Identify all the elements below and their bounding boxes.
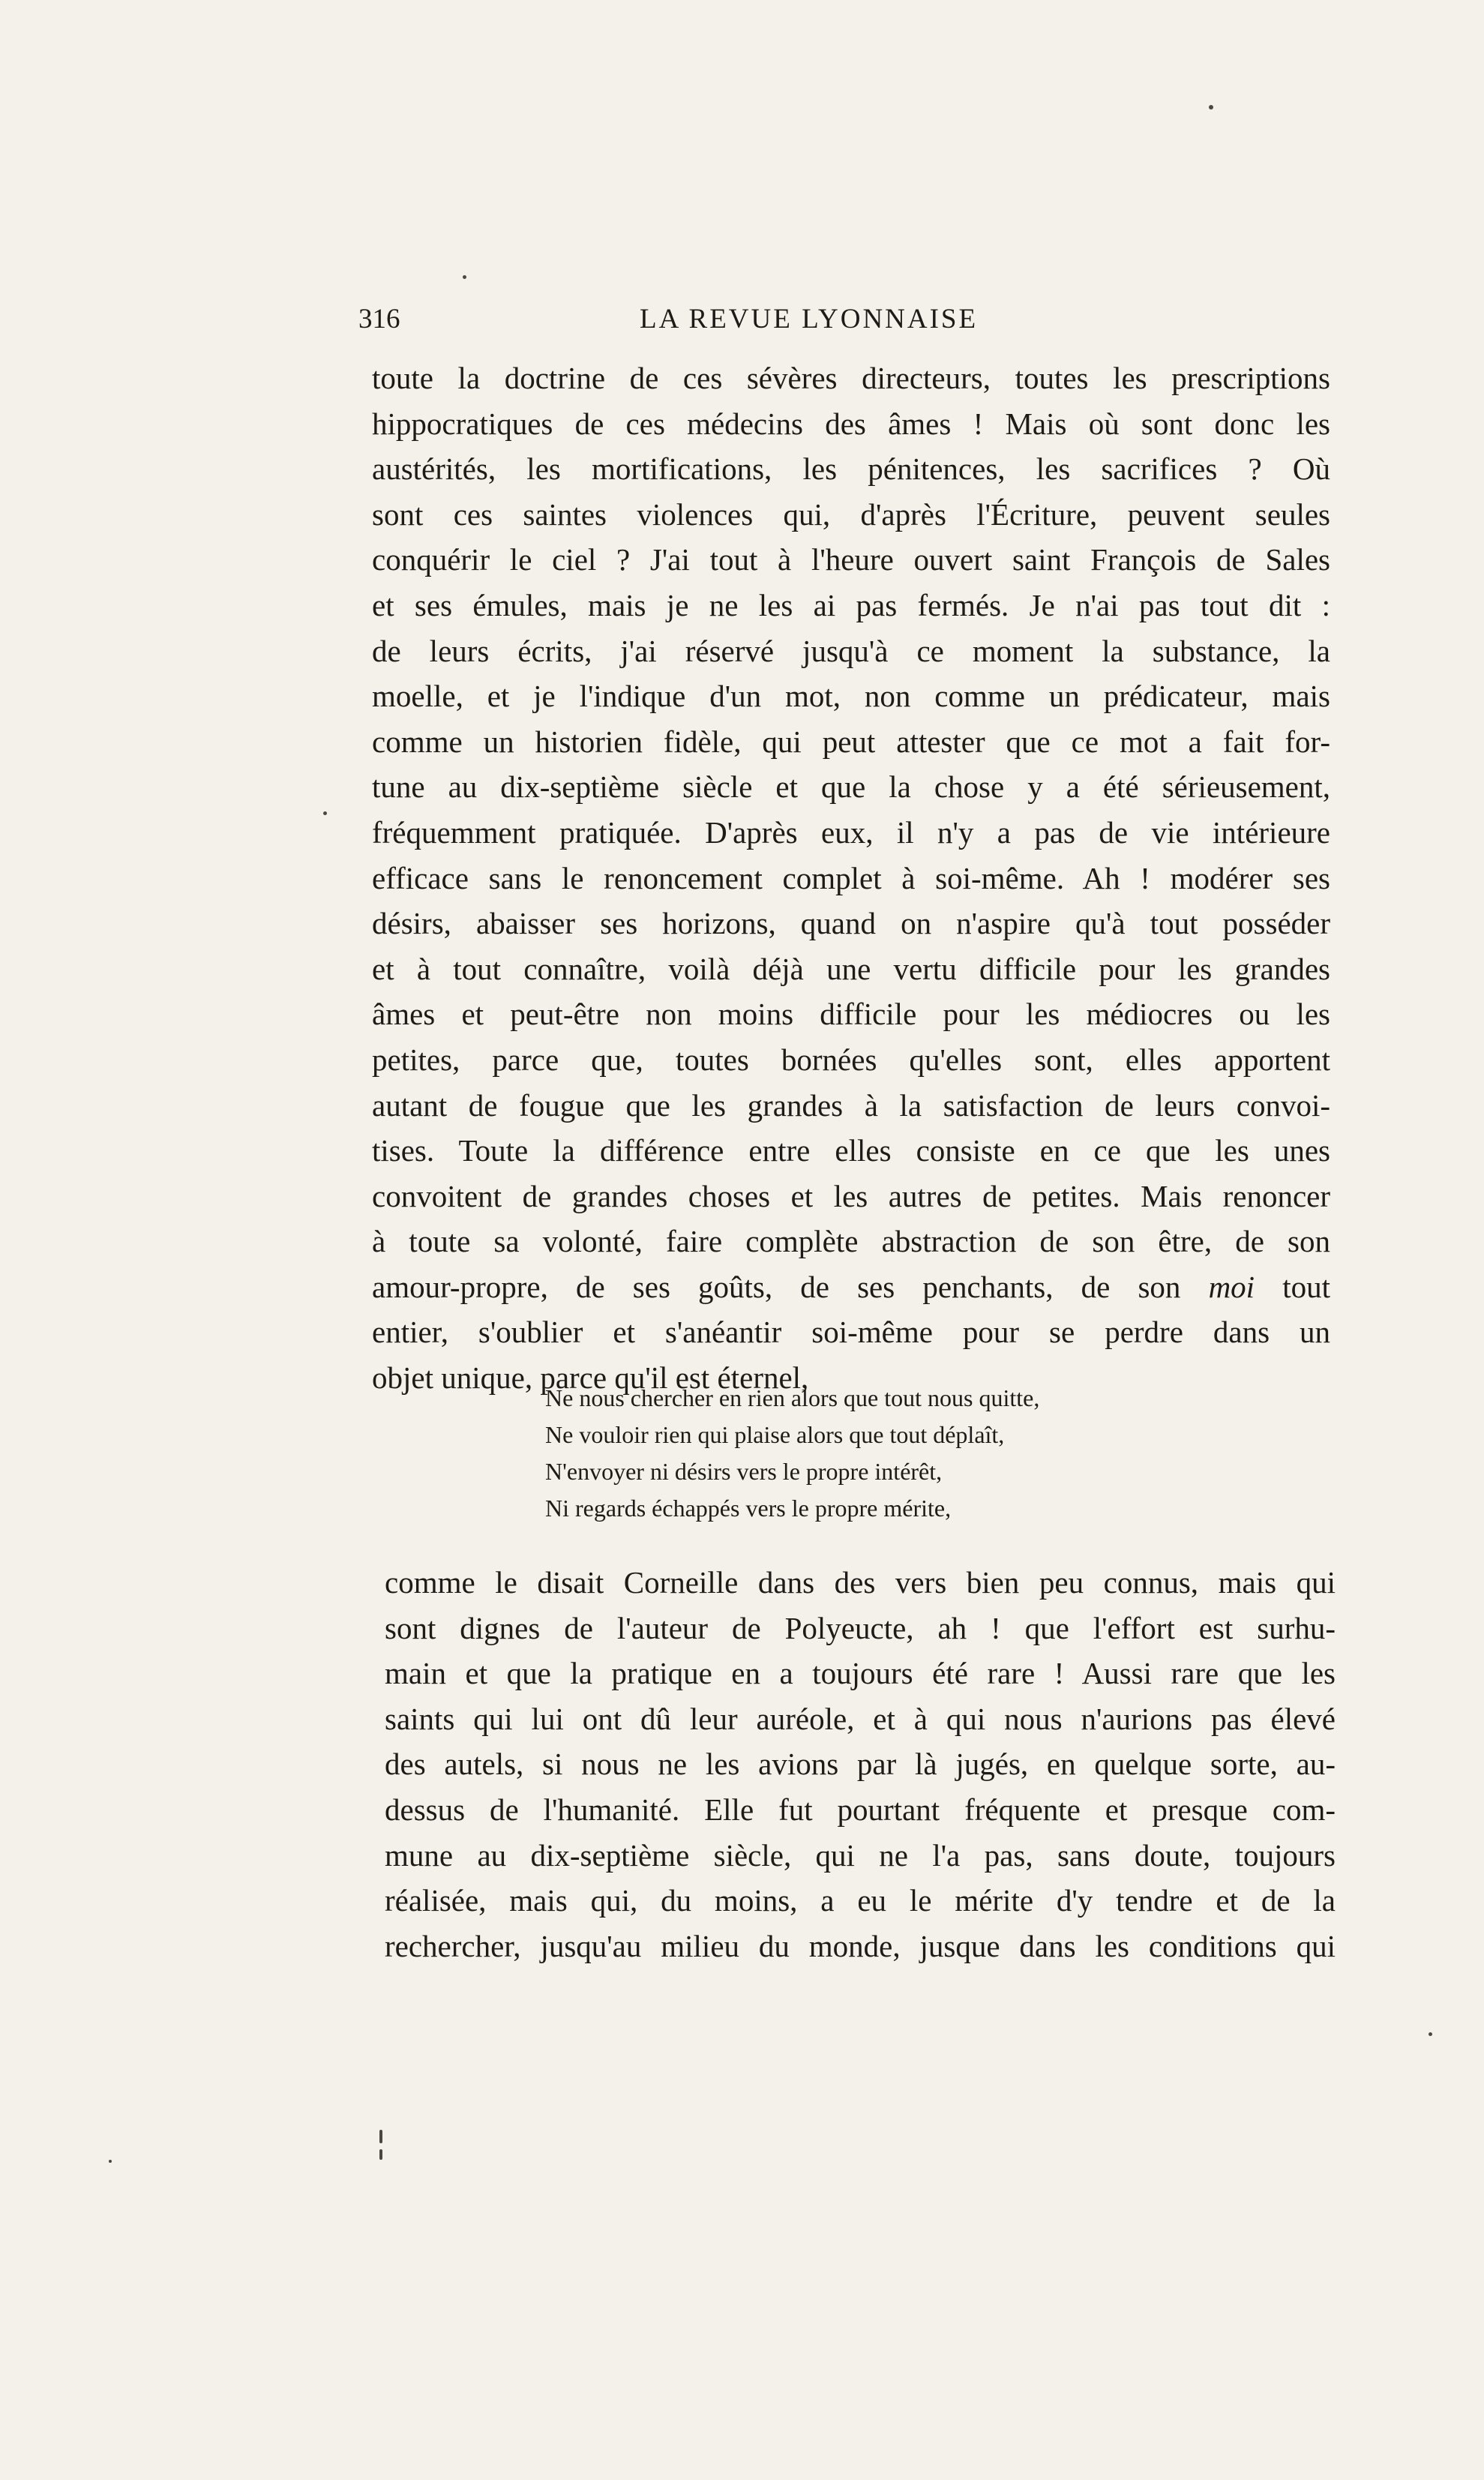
verse-line: Ne nous chercher en rien alors que tout nous quitte, xyxy=(545,1384,1040,1411)
verse-line: Ni regards échappés vers le propre mérite, xyxy=(545,1495,952,1522)
scan-speck xyxy=(379,2149,382,2160)
text-line: objet unique, parce qu'il est éternel, xyxy=(372,1360,809,1396)
text-line-with-italic xyxy=(372,1264,1330,1310)
text-line: mune au dix-septième siècle, qui ne l'a pas, sans doute, toujours xyxy=(385,1837,1336,1873)
text-line: et ses émules, mais je ne les ai pas fermés. Je n'ai pas tout dit : xyxy=(372,587,1330,622)
scan-speck xyxy=(1209,105,1213,109)
page-header xyxy=(358,303,1333,348)
verse-quotation xyxy=(545,1380,1220,1527)
text-line: austérités, les mortifications, les pénitences, les sacrifices ? Où xyxy=(372,451,1330,487)
italic-word: moi xyxy=(1208,1269,1255,1304)
text-line: âmes et peut-être non moins difficile pour les médiocres ou les xyxy=(372,997,1330,1032)
text-line: désirs, abaisser ses horizons, quand on n'aspire qu'à tout posséder xyxy=(372,906,1330,941)
scan-speck xyxy=(1429,2032,1432,2036)
text-line: sont ces saintes violences qui, d'après l'Écriture, peuvent seules xyxy=(372,496,1330,532)
text-line: sont dignes de l'auteur de Polyeucte, ah ! que l'effort est surhu- xyxy=(385,1610,1336,1645)
scan-speck xyxy=(463,275,466,279)
text-line: petites, parce que, toutes bornées qu'elles sont, elles apportent xyxy=(372,1042,1330,1077)
text-line: hippocratiques de ces médecins des âmes ! Mais où sont donc les xyxy=(372,406,1330,441)
text-line: moelle, et je l'indique d'un mot, non comme un prédicateur, mais xyxy=(372,679,1330,714)
scan-speck xyxy=(323,811,327,815)
text-line: toute la doctrine de ces sévères directeurs, toutes les prescriptions xyxy=(372,361,1330,395)
verse-line: Ne vouloir rien qui plaise alors que tout déplaît, xyxy=(545,1421,1005,1448)
text-line: et à tout connaître, voilà déjà une vertu difficile pour les grandes xyxy=(372,951,1330,986)
text-line: efficace sans le renoncement complet à soi-même. Ah ! modérer ses xyxy=(372,860,1330,895)
running-title: LA REVUE LYONNAISE xyxy=(640,304,979,334)
text-line: convoitent de grandes choses et les autres de petites. Mais renoncer xyxy=(372,1178,1330,1213)
text-segment: tout xyxy=(1282,1269,1331,1304)
scan-speck xyxy=(109,2160,112,2163)
text-line: conquérir le ciel ? J'ai tout à l'heure ouvert saint François de Sales xyxy=(372,542,1330,577)
text-line: main et que la pratique en a toujours été rare ! Aussi rare que les xyxy=(385,1656,1336,1691)
text-line: comme un historien fidèle, qui peut attester que ce mot a fait for- xyxy=(372,724,1330,759)
verse-line: N'envoyer ni désirs vers le propre intérêt, xyxy=(545,1458,943,1485)
paragraph-before-verse xyxy=(372,355,1330,1401)
text-line: entier, s'oublier et s'anéantir soi-même pour se perdre dans un xyxy=(372,1315,1330,1350)
text-line: réalisée, mais qui, du moins, a eu le mérite d'y tendre et de la xyxy=(385,1883,1336,1918)
text-line: des autels, si nous ne les avions par là jugés, en quelque sorte, au- xyxy=(385,1747,1336,1782)
text-line: autant de fougue que les grandes à la satisfaction de leurs convoi- xyxy=(372,1087,1330,1123)
text-line: à toute sa volonté, faire complète abstraction de son être, de son xyxy=(372,1224,1330,1259)
paragraph-after-verse xyxy=(385,1560,1336,1969)
text-line: comme le disait Corneille dans des vers bien peu connus, mais qui xyxy=(385,1565,1336,1600)
text-line: tises. Toute la différence entre elles consiste en ce que les unes xyxy=(372,1133,1330,1168)
scan-speck xyxy=(379,2130,382,2143)
text-line: de leurs écrits, j'ai réservé jusqu'à ce moment la substance, la xyxy=(372,633,1330,668)
page-number: 316 xyxy=(358,304,400,334)
text-line: fréquemment pratiquée. D'après eux, il n'y a pas de vie intérieure xyxy=(372,814,1330,850)
text-line: dessus de l'humanité. Elle fut pourtant fréquente et presque com- xyxy=(385,1792,1336,1827)
text-segment: amour-propre, de ses goûts, de ses penchants, de son xyxy=(372,1269,1181,1304)
text-line: saints qui lui ont dû leur auréole, et à qui nous n'aurions pas élevé xyxy=(385,1701,1336,1736)
text-line: rechercher, jusqu'au milieu du monde, jusque dans les conditions qui xyxy=(385,1928,1336,1963)
text-line: tune au dix-septième siècle et que la chose y a été sérieusement, xyxy=(372,769,1330,805)
